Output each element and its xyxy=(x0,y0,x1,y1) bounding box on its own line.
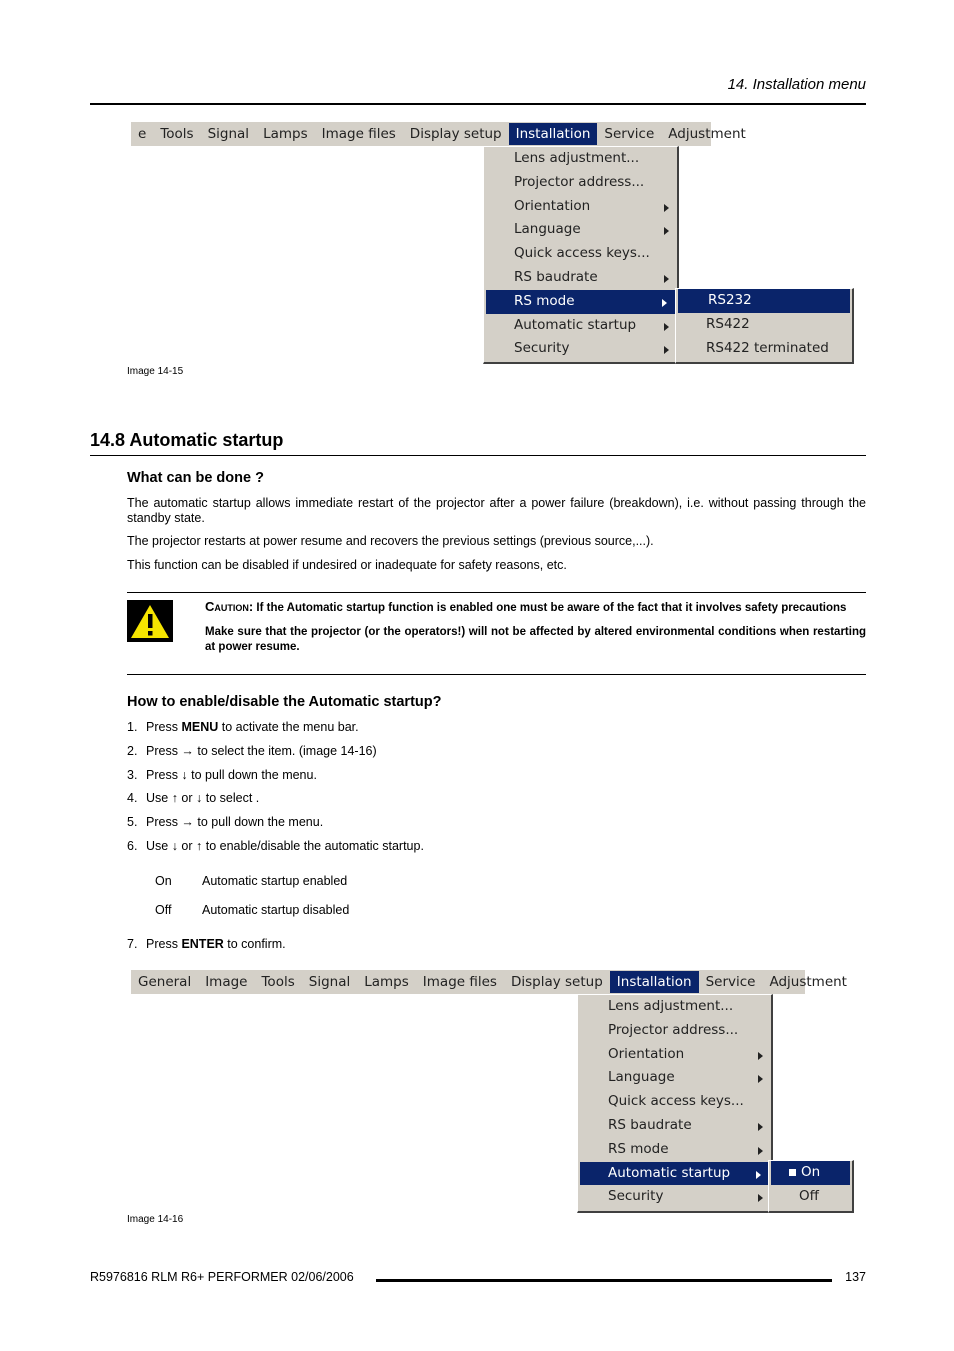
menu-item-label: Language xyxy=(608,1069,675,1086)
submenu-item-label: RS422 terminated xyxy=(706,339,829,356)
step-2-num: 2. xyxy=(127,743,138,758)
submenu-arrow-icon xyxy=(758,1052,763,1060)
menu-item-label: Language xyxy=(514,221,581,238)
figure1-caption: Image 14-15 xyxy=(127,366,184,377)
caution-box xyxy=(127,592,866,675)
menubar-item-e[interactable]: e xyxy=(138,126,147,142)
step-3-post: menu. xyxy=(282,767,317,782)
step-7 xyxy=(127,937,286,951)
menu-item-lens-adjustment[interactable] xyxy=(578,995,771,1019)
step-7-pre: Press xyxy=(146,937,182,951)
section-heading: 14.8 Automatic startup xyxy=(90,430,284,450)
menu-item-automatic-startup[interactable] xyxy=(484,314,677,338)
submenu-arrow-icon xyxy=(664,346,669,354)
step-6 xyxy=(127,839,424,853)
step-6-pre: Use ↓ or ↑ to enable/disable the automatic startup. xyxy=(146,839,424,853)
menubar-item-image-files[interactable]: Image files xyxy=(422,974,497,990)
submenu-arrow-icon xyxy=(664,227,669,235)
menu-item-quick-access-keys[interactable] xyxy=(578,1090,771,1114)
section-rule xyxy=(90,455,866,456)
caution-text-2: Make sure that the projector (or the operators!) will not be affected by altered environmental conditions when restarting at power resume. xyxy=(205,626,866,653)
submenu-item-on[interactable] xyxy=(771,1161,850,1185)
menu-item-label: RS mode xyxy=(514,292,575,309)
submenu-item-label: RS422 xyxy=(706,315,750,332)
step-4-num: 4. xyxy=(127,791,138,806)
menubar-item-installation[interactable]: Installation xyxy=(509,123,598,145)
caution-text xyxy=(205,599,866,664)
menu-item-label: Security xyxy=(514,340,570,357)
menu-item-security[interactable] xyxy=(578,1185,771,1209)
menu-item-automatic-startup[interactable] xyxy=(580,1162,769,1186)
what-heading: What can be done ? xyxy=(127,470,264,486)
paragraph-1: The automatic startup allows immediate restart of the projector after a power failure (breakdown), i.e. without passing through the standby state. xyxy=(127,496,866,525)
menubar-item-adjustment[interactable]: Adjustment xyxy=(668,126,746,142)
submenu-arrow-icon xyxy=(758,1147,763,1155)
step-3-pre: Press ↓ to pull down the xyxy=(146,767,283,782)
step-6-num: 6. xyxy=(127,839,138,853)
menu-item-orientation[interactable] xyxy=(484,195,677,219)
menubar-item-service[interactable]: Service xyxy=(705,974,756,990)
figure1-submenu xyxy=(675,288,854,364)
step-1-num: 1. xyxy=(127,720,138,734)
step-2-pre: Press → to select the xyxy=(146,743,269,758)
submenu-arrow-icon xyxy=(662,299,667,307)
menubar-item-service[interactable]: Service xyxy=(604,126,655,142)
submenu-item-label: RS232 xyxy=(708,292,752,308)
step-1-bold: MENU xyxy=(181,720,219,734)
step-1 xyxy=(127,720,359,734)
step-3-num: 3. xyxy=(127,767,138,782)
menu-item-label: Lens adjustment... xyxy=(608,998,734,1014)
submenu-arrow-icon xyxy=(664,275,669,283)
page-number: 137 xyxy=(845,1270,866,1284)
how-heading: How to enable/disable the Automatic startup? xyxy=(127,694,442,710)
menubar-item-display-setup[interactable]: Display setup xyxy=(409,126,502,142)
caution-label: Caution: xyxy=(205,599,254,614)
footer-doc-info: R5976816 RLM R6+ PERFORMER 02/06/2006 xyxy=(90,1270,354,1284)
submenu-item-label: On xyxy=(801,1164,821,1180)
menu-item-security[interactable] xyxy=(484,337,677,361)
menu-item-label: RS baudrate xyxy=(608,1116,692,1133)
submenu-item-off[interactable] xyxy=(769,1185,852,1209)
submenu-item-rs232[interactable] xyxy=(678,289,850,313)
figure2-caption: Image 14-16 xyxy=(127,1214,184,1225)
step-4 xyxy=(127,791,259,805)
menu-item-language[interactable] xyxy=(578,1066,771,1090)
menu-item-projector-address[interactable] xyxy=(578,1019,771,1043)
step-1-post: to activate the menu bar. xyxy=(218,720,359,734)
menubar-item-tools[interactable]: Tools xyxy=(261,974,295,990)
figure1-menubar xyxy=(131,122,746,146)
menu-item-rs-baudrate[interactable] xyxy=(578,1114,771,1138)
submenu-item-rs422[interactable] xyxy=(676,313,852,337)
menu-item-language[interactable] xyxy=(484,218,677,242)
option-on-key: On xyxy=(155,874,172,888)
menu-item-label: Automatic startup xyxy=(514,316,637,333)
submenu-item-label: Off xyxy=(799,1187,819,1204)
menubar-item-display-setup[interactable]: Display setup xyxy=(510,974,603,990)
menu-item-projector-address[interactable] xyxy=(484,171,677,195)
menu-item-rs-mode[interactable] xyxy=(486,290,675,314)
step-2 xyxy=(127,744,377,758)
menubar-item-lamps[interactable]: Lamps xyxy=(263,126,308,142)
submenu-arrow-icon xyxy=(664,204,669,212)
menu-item-label: Orientation xyxy=(608,1045,685,1062)
step-4-pre: Use ↑ or ↓ to select xyxy=(146,791,256,806)
caution-text-1: If the Automatic startup function is enabled one must be aware of the fact that it involves safety precautions xyxy=(256,602,847,614)
step-5 xyxy=(127,815,323,829)
menu-item-label: Orientation xyxy=(514,197,591,214)
menubar-item-adjustment[interactable]: Adjustment xyxy=(769,974,847,990)
chapter-title: 14. Installation menu xyxy=(727,76,866,93)
submenu-arrow-icon xyxy=(756,1171,761,1179)
step-7-number: 7. xyxy=(127,937,138,951)
menu-item-rs-baudrate[interactable] xyxy=(484,266,677,290)
menu-item-label: Quick access keys... xyxy=(608,1093,744,1110)
step-5-num: 5. xyxy=(127,815,138,830)
step-7-bold: ENTER xyxy=(181,937,224,951)
option-off-key: Off xyxy=(155,903,172,917)
menu-item-rs-mode[interactable] xyxy=(578,1138,771,1162)
step-1-pre: Press xyxy=(146,720,182,734)
menubar-item-signal[interactable]: Signal xyxy=(308,974,351,990)
warning-triangle-icon xyxy=(127,600,173,642)
submenu-arrow-icon xyxy=(664,323,669,331)
menubar-item-tools[interactable]: Tools xyxy=(160,126,194,142)
option-off-desc: Automatic startup disabled xyxy=(202,903,350,917)
step-5-pre: Press → to pull down the menu. xyxy=(146,815,324,830)
header-rule xyxy=(90,103,866,105)
paragraph-3: This function can be disabled if undesired or inadequate for safety reasons, etc. xyxy=(127,558,567,572)
menu-item-lens-adjustment[interactable] xyxy=(484,147,677,171)
submenu-item-rs422-terminated[interactable] xyxy=(676,337,852,361)
step-2-post: item. (image 14-16) xyxy=(268,743,377,758)
step-3 xyxy=(127,768,317,782)
submenu-arrow-icon xyxy=(758,1075,763,1083)
menubar-item-image[interactable]: Image xyxy=(205,974,248,990)
submenu-arrow-icon xyxy=(758,1194,763,1202)
menubar-item-installation[interactable]: Installation xyxy=(610,971,699,993)
menu-item-label: Security xyxy=(608,1188,664,1205)
figure2-submenu xyxy=(768,1160,854,1213)
menu-item-quick-access-keys[interactable] xyxy=(484,242,677,266)
menubar-item-lamps[interactable]: Lamps xyxy=(364,974,409,990)
menu-item-label: Projector address... xyxy=(608,1021,739,1038)
figure1-dropdown xyxy=(483,146,679,364)
menu-item-label: Automatic startup xyxy=(608,1164,731,1181)
menu-item-label: RS baudrate xyxy=(514,268,598,285)
figure2-dropdown xyxy=(577,994,773,1213)
menubar-item-signal[interactable]: Signal xyxy=(207,126,250,142)
menu-item-label: RS mode xyxy=(608,1140,669,1157)
figure2-menubar xyxy=(131,970,847,994)
step-7-post: to confirm. xyxy=(223,937,286,951)
paragraph-2: The projector restarts at power resume and recovers the previous settings (previous source,...). xyxy=(127,534,654,548)
selected-bullet-icon xyxy=(789,1169,796,1176)
option-on-desc: Automatic startup enabled xyxy=(202,874,348,888)
menubar-item-image-files[interactable]: Image files xyxy=(321,126,396,142)
menu-item-label: Quick access keys... xyxy=(514,245,650,262)
submenu-arrow-icon xyxy=(758,1123,763,1131)
menu-item-label: Lens adjustment... xyxy=(514,150,640,166)
menu-item-orientation[interactable] xyxy=(578,1043,771,1067)
footer-rule xyxy=(376,1279,832,1282)
step-4-post: . xyxy=(255,791,260,806)
menubar-item-general[interactable]: General xyxy=(138,974,192,990)
menu-item-label: Projector address... xyxy=(514,173,645,190)
